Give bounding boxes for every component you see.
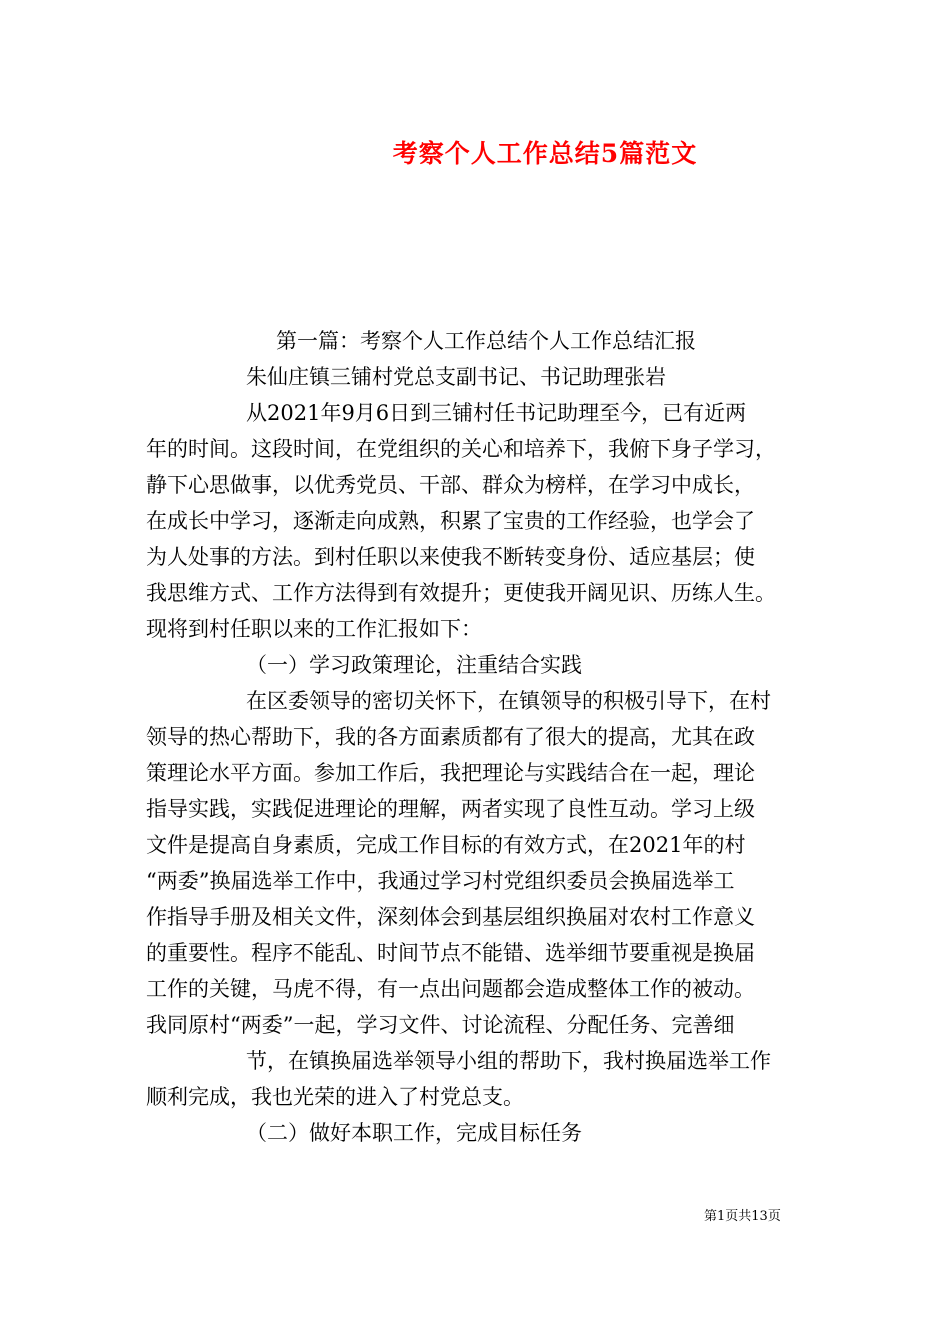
body-line: 静下心思做事，以优秀党员、干部、群众为榜样，在学习中成长， (146, 473, 755, 497)
body-line: 的重要性。程序不能乱、时间节点不能错、选举细节要重视是换届 (146, 941, 755, 965)
body-line: 工作的关键，马虎不得，有一点出问题都会造成整体工作的被动。 (146, 977, 755, 1001)
body-line: “两委”换届选举工作中，我通过学习村党组织委员会换届选举工 (146, 869, 735, 893)
subsection-heading: （二）做好本职工作，完成目标任务 (246, 1121, 582, 1145)
document-title: 考察个人工作总结5篇范文 (392, 139, 698, 168)
body-line: 从2021年9月6日到三铺村任书记助理至今，已有近两 (246, 401, 747, 425)
body-line: 策理论水平方面。参加工作后，我把理论与实践结合在一起，理论 (146, 761, 755, 785)
body-line: 文件是提高自身素质，完成工作目标的有效方式，在2021年的村 (146, 833, 746, 857)
body-line: 指导实践，实践促进理论的理解，两者实现了良性互动。学习上级 (146, 797, 755, 821)
body-line: 在成长中学习，逐渐走向成熟，积累了宝贵的工作经验，也学会了 (146, 509, 755, 533)
author-line: 朱仙庄镇三铺村党总支副书记、书记助理张岩 (246, 365, 666, 389)
section-heading: 第一篇：考察个人工作总结个人工作总结汇报 (276, 329, 696, 353)
body-line: 作指导手册及相关文件，深刻体会到基层组织换届对农村工作意义 (146, 905, 755, 929)
page-number: 第1页共13页 (704, 1209, 781, 1224)
body-line: 为人处事的方法。到村任职以来使我不断转变身份、适应基层；使 (146, 545, 755, 569)
body-line: 我同原村“两委”一起，学习文件、讨论流程、分配任务、完善细 (146, 1013, 735, 1037)
body-line: 领导的热心帮助下，我的各方面素质都有了很大的提高，尤其在政 (146, 725, 755, 749)
subsection-heading: （一）学习政策理论，注重结合实践 (246, 653, 582, 677)
body-line: 年的时间。这段时间，在党组织的关心和培养下，我俯下身子学习， (146, 437, 776, 461)
body-line: 顺利完成，我也光荣的进入了村党总支。 (146, 1085, 524, 1109)
body-line: 在区委领导的密切关怀下，在镇领导的积极引导下，在村 (246, 689, 771, 713)
body-line: 节，在镇换届选举领导小组的帮助下，我村换届选举工作 (246, 1049, 771, 1073)
body-line: 我思维方式、工作方法得到有效提升；更使我开阔见识、历练人生。 (146, 581, 776, 605)
body-line: 现将到村任职以来的工作汇报如下： (146, 617, 482, 641)
